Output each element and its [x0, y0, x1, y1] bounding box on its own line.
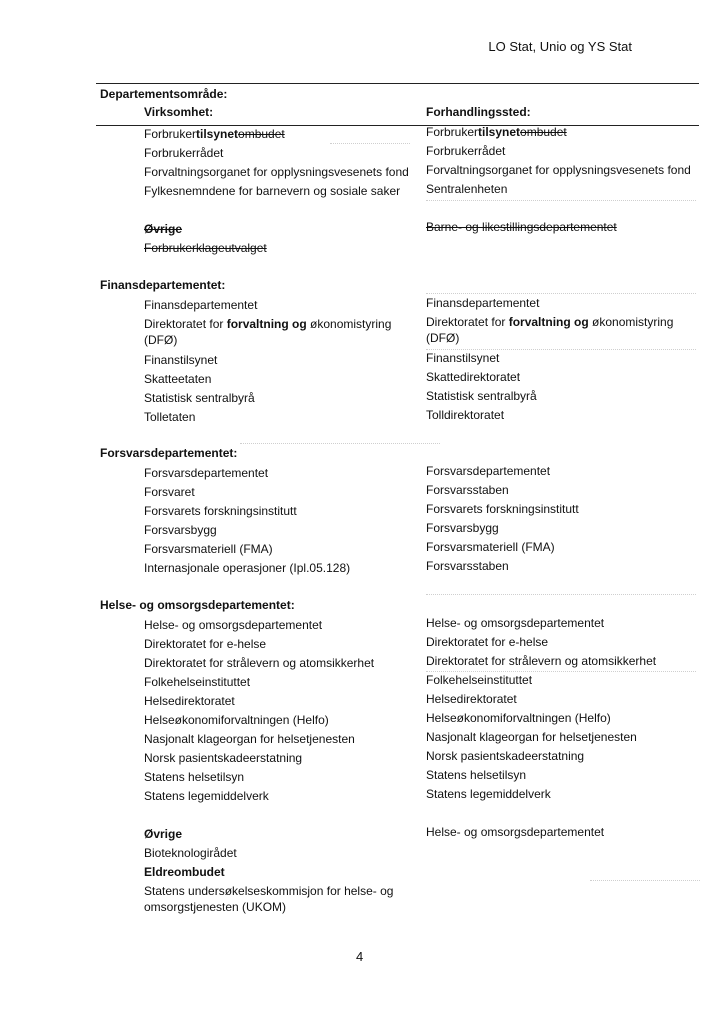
table-row-left: Helseøkonomiforvaltningen (Helfo) [144, 713, 329, 727]
table-row-left: Direktoratet for strålevern og atomsikkerhet [144, 656, 375, 670]
table-row-left: Helse- og omsorgsdepartementet [144, 618, 323, 632]
table-row-right: Statens legemiddelverk [426, 787, 551, 801]
table-row-right: Finansdepartementet [426, 296, 540, 310]
table-row-left-continued: (DFØ) [144, 333, 178, 347]
table-row-left: Statistisk sentralbyrå [144, 391, 255, 405]
page-number: 4 [356, 949, 364, 964]
table-row-right: Forsvarets forskningsinstitutt [426, 502, 579, 516]
table-row-right: Direktoratet for e-helse [426, 635, 549, 649]
table-row-right: Forsvarsstaben [426, 483, 509, 497]
table-row-right: Helseøkonomiforvaltningen (Helfo) [426, 711, 611, 725]
table-row-left: Norsk pasientskadeerstatning [144, 751, 303, 765]
table-row-left: Tolletaten [144, 410, 196, 424]
table-row-right: Forbrukerrådet [426, 144, 506, 158]
table-row-left: Forsvarsbygg [144, 523, 217, 537]
table-row-left: Direktoratet for e-helse [144, 637, 267, 651]
table-row-right: Helse- og omsorgsdepartementet [426, 825, 605, 839]
column-header-left: Virksomhet: [144, 105, 214, 119]
table-row-right: Statens helsetilsyn [426, 768, 527, 782]
header-rule [96, 125, 699, 126]
table-row-right: Forbrukertilsynetombudet [426, 125, 567, 139]
table-row-left: Finansdepartementet [144, 298, 258, 312]
table-row-left: Forbrukerrådet [144, 146, 224, 160]
table-row-left: Nasjonalt klageorgan for helsetjenesten [144, 732, 355, 746]
table-row-right: Forvaltningsorganet for opplysningsvesenets fond [426, 163, 691, 177]
table-row-right: Direktoratet for forvaltning og økonomistyring [426, 315, 674, 329]
table-row-left: Forbrukerklageutvalget [144, 241, 267, 255]
table-row-right: Helsedirektoratet [426, 692, 517, 706]
table-row-left: Forbrukertilsynetombudet [144, 127, 285, 141]
table-row-left: Internasjonale operasjoner (Ipl.05.128) [144, 561, 351, 575]
table-row-right: Forsvarsbygg [426, 521, 499, 535]
table-row-left: Forsvarsmateriell (FMA) [144, 542, 273, 556]
table-row-left: Forsvarets forskningsinstitutt [144, 504, 297, 518]
row-separator [426, 594, 696, 595]
table-row-right: Sentralenheten [426, 182, 508, 196]
row-separator [330, 143, 410, 144]
table-row-right: Tolldirektoratet [426, 408, 505, 422]
table-row-left-continued: omsorgstjenesten (UKOM) [144, 900, 287, 914]
row-separator [426, 293, 696, 294]
table-row-left: Forsvarsdepartementet [144, 466, 269, 480]
table-row-left: Statens undersøkelseskommisjon for helse- og [144, 884, 394, 898]
section-title: Helse- og omsorgsdepartementet: [100, 598, 295, 612]
row-separator [426, 671, 696, 672]
table-row-right: Forsvarsmateriell (FMA) [426, 540, 555, 554]
row-separator [426, 200, 696, 201]
document-header: LO Stat, Unio og YS Stat [488, 39, 632, 54]
top-rule [96, 83, 699, 84]
table-row-right: Helse- og omsorgsdepartementet [426, 616, 605, 630]
table-row-left: Finanstilsynet [144, 353, 218, 367]
table-row-left: Forsvaret [144, 485, 195, 499]
table-row-right: Barne- og likestillingsdepartementet [426, 220, 617, 234]
table-row-right: Finanstilsynet [426, 351, 500, 365]
table-row-left: Folkehelseinstituttet [144, 675, 251, 689]
table-row-right: Skattedirektoratet [426, 370, 521, 384]
column-header-right: Forhandlingssted: [426, 105, 531, 119]
table-row-left: Eldreombudet [144, 865, 225, 879]
table-row-left: Statens legemiddelverk [144, 789, 269, 803]
table-row-right: Norsk pasientskadeerstatning [426, 749, 585, 763]
table-row-right: Direktoratet for strålevern og atomsikkerhet [426, 654, 657, 668]
table-row-left: Øvrige [144, 827, 183, 841]
table-row-left: Statens helsetilsyn [144, 770, 245, 784]
table-row-left: Fylkesnemndene for barnevern og sosiale saker [144, 184, 401, 198]
table-row-left: Direktoratet for forvaltning og økonomistyring [144, 317, 392, 331]
section-title: Departementsområde: [100, 87, 228, 101]
table-row-left: Bioteknologirådet [144, 846, 237, 860]
table-row-right: Forsvarsstaben [426, 559, 509, 573]
table-row-right-continued: (DFØ) [426, 331, 460, 345]
table-row-right: Folkehelseinstituttet [426, 673, 533, 687]
table-row-left: Skatteetaten [144, 372, 212, 386]
row-separator [590, 880, 700, 881]
row-separator [426, 349, 696, 350]
row-separator [240, 443, 440, 444]
table-row-left: Øvrige [144, 222, 183, 236]
table-row-left: Forvaltningsorganet for opplysningsvesenets fond [144, 165, 409, 179]
table-row-right: Forsvarsdepartementet [426, 464, 551, 478]
section-title: Finansdepartementet: [100, 278, 226, 292]
table-row-right: Statistisk sentralbyrå [426, 389, 537, 403]
table-row-left: Helsedirektoratet [144, 694, 235, 708]
section-title: Forsvarsdepartementet: [100, 446, 238, 460]
table-row-right: Nasjonalt klageorgan for helsetjenesten [426, 730, 637, 744]
